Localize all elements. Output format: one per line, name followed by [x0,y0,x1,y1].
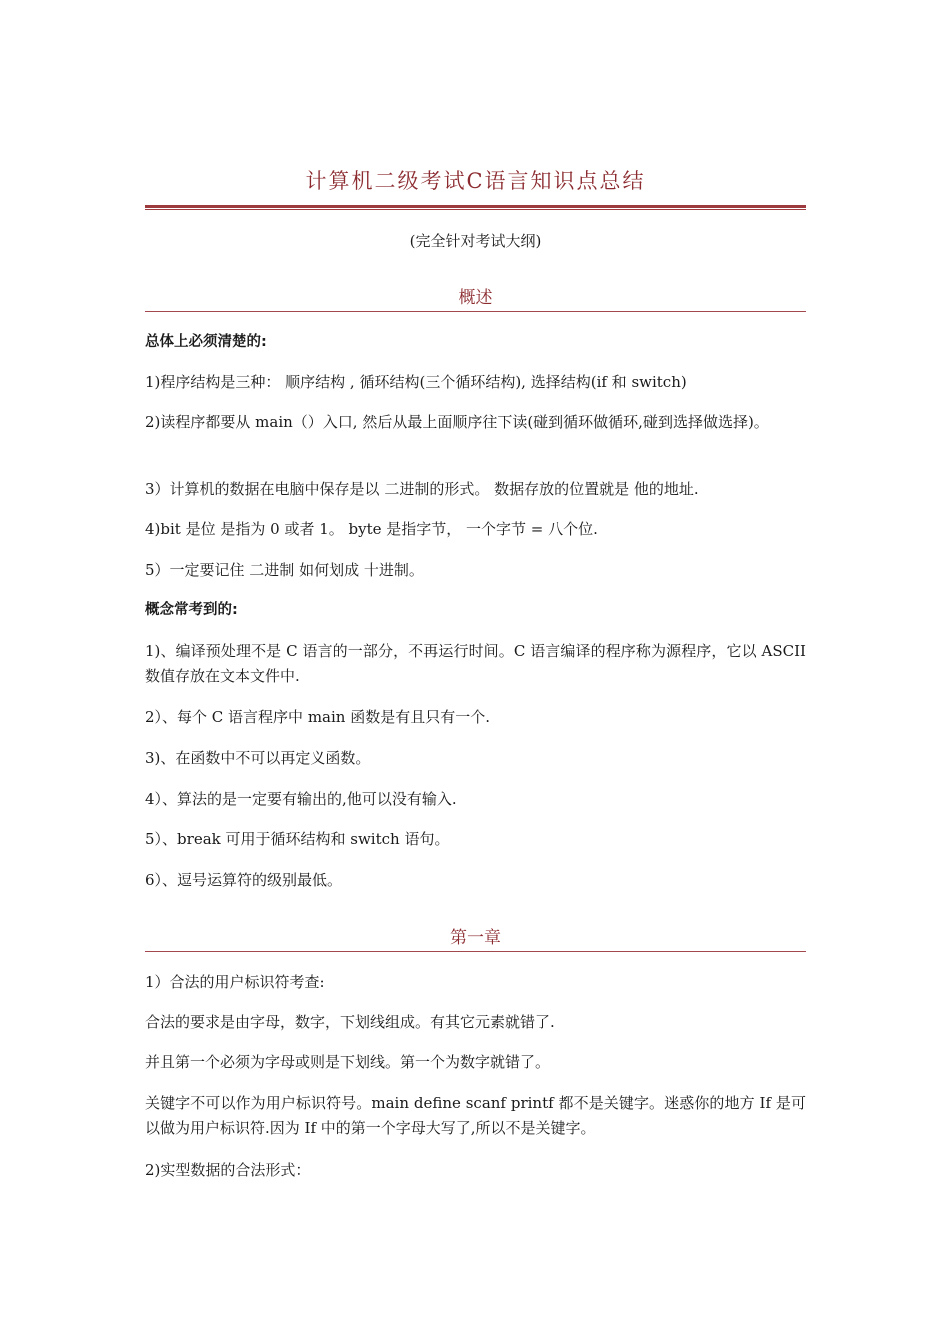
overview-item: 4)bit 是位 是指为 0 或者 1。 byte 是指字节， 一个字节 = 八个位. [145,520,598,538]
overview-item: 2)读程序都要从 main（）入口, 然后从最上面顺序往下读(碰到循环做循环,碰到选择做选择)。 [145,413,769,431]
document-subtitle: (完全针对考试大纲) [409,232,542,250]
document-title: 计算机二级考试C语言知识点总结 [305,169,646,193]
overview-item: 1)程序结构是三种： 顺序结构 , 循环结构(三个循环结构), 选择结构(if 和 switch) [145,373,687,391]
title-double-rule [145,205,806,211]
chapter1-item: 关键字不可以作为用户标识符号。main define scanf printf 都不是关键字。迷惑你的地方 If 是可以做为用户标识符.因为 If 中的第一个字母大写了,所以不是关键字。 [145,1094,806,1137]
section-rule-chapter1 [145,951,806,952]
concept-item: 6）、逗号运算符的级别最低。 [145,871,343,889]
title-rule-thin [145,209,806,210]
section-rule-overview [145,311,806,312]
section-heading-chapter1: 第一章 [450,928,501,948]
chapter1-item: 并且第一个必须为字母或则是下划线。第一个为数字就错了。 [145,1053,551,1071]
concept-item: 3)、在函数中不可以再定义函数。 [145,749,371,767]
concept-item: 5）、break 可用于循环结构和 switch 语句。 [145,830,450,848]
concept-item: 2）、每个 C 语言程序中 main 函数是有且只有一个. [145,708,490,726]
chapter1-item: 2)实型数据的合法形式： [145,1161,311,1179]
overview-lead: 总体上必须清楚的: [145,334,267,350]
chapter1-item: 1）合法的用户标识符考查: [145,973,325,991]
concepts-lead: 概念常考到的: [145,602,238,618]
title-rule-thick [145,205,806,208]
chapter1-item: 合法的要求是由字母，数字，下划线组成。有其它元素就错了. [145,1013,555,1031]
overview-item: 5）一定要记住 二进制 如何划成 十进制。 [145,561,424,579]
concept-item: 1)、编译预处理不是 C 语言的一部分，不再运行时间。C 语言编译的程序称为源程序，它以 ASCII 数值存放在文本文件中. [145,642,806,685]
concept-item: 4）、算法的是一定要有输出的,他可以没有输入. [145,790,457,808]
section-heading-overview: 概述 [458,288,493,308]
overview-item: 3）计算机的数据在电脑中保存是以 二进制的形式。 数据存放的位置就是 他的地址. [145,480,699,498]
